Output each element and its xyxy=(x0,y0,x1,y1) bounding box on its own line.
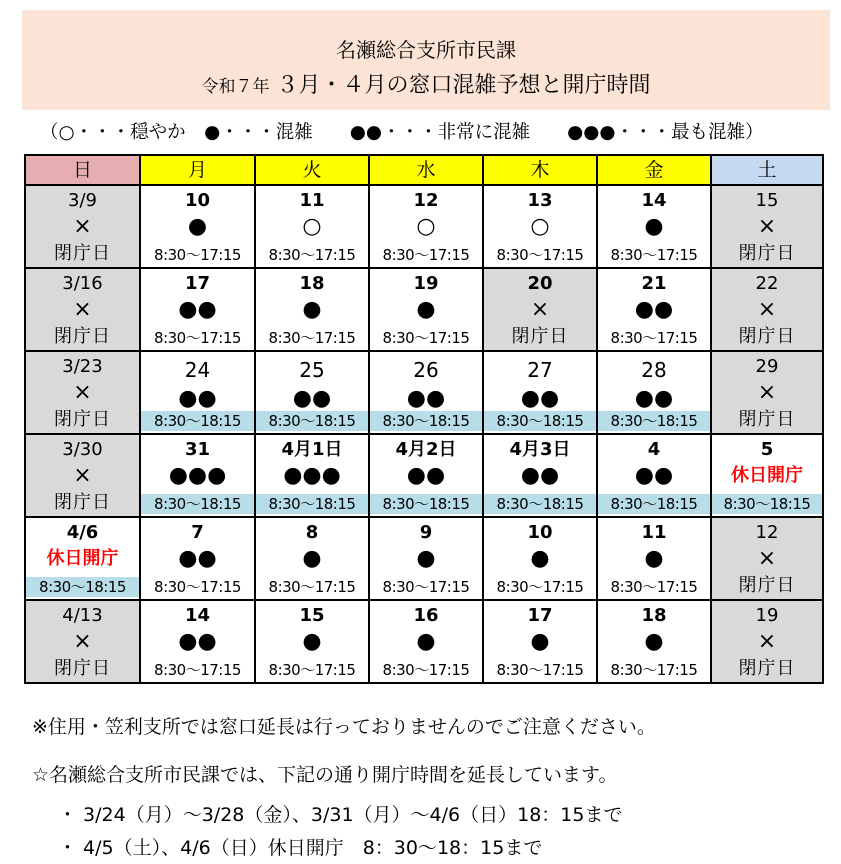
weekday-sun: 日 xyxy=(25,155,140,185)
calendar-day-cell xyxy=(711,268,823,351)
calendar-day-cell xyxy=(369,434,483,517)
closed-mark: × xyxy=(73,380,92,405)
congestion-mark: ●● xyxy=(634,386,674,411)
office-hours: 8:30〜18:15 xyxy=(370,411,482,431)
day-date: 3/9 xyxy=(68,190,97,211)
day-date: 17 xyxy=(527,605,553,626)
day-date: 3/30 xyxy=(62,439,103,460)
holiday-open-label: 休日開庁 xyxy=(731,465,803,486)
congestion-mark: ● xyxy=(644,629,664,654)
closed-day-label: 閉庁日 xyxy=(738,243,796,264)
congestion-mark: ● xyxy=(530,546,550,571)
calendar-table xyxy=(24,154,824,684)
closed-day-label: 閉庁日 xyxy=(54,492,111,513)
office-hours: 8:30〜17:15 xyxy=(496,578,584,596)
calendar-day-cell xyxy=(140,351,255,434)
congestion-mark: ● xyxy=(302,629,322,654)
office-hours: 8:30〜17:15 xyxy=(154,246,241,264)
office-hours: 8:30〜18:15 xyxy=(598,411,710,431)
calendar-week-row xyxy=(25,434,823,517)
office-hours: 8:30〜17:15 xyxy=(382,246,470,264)
day-date: 4月1日 xyxy=(281,439,343,460)
closed-day-label: 閉庁日 xyxy=(511,326,569,347)
closed-day-label: 閉庁日 xyxy=(738,658,796,679)
weekday-thu: 木 xyxy=(483,155,597,185)
holiday-open-label: 休日開庁 xyxy=(46,548,119,569)
closed-mark: × xyxy=(757,297,777,322)
office-hours: 8:30〜18:15 xyxy=(141,494,254,514)
closed-mark: × xyxy=(757,546,777,571)
closed-day-label: 閉庁日 xyxy=(54,326,111,347)
calendar-day-cell xyxy=(597,600,711,683)
closed-day-label: 閉庁日 xyxy=(738,409,796,430)
office-hours: 8:30〜18:15 xyxy=(598,494,710,514)
day-date: 18 xyxy=(299,273,325,294)
weekday-header-row xyxy=(25,155,823,185)
congestion-mark: ●● xyxy=(520,386,560,411)
congestion-mark: ●● xyxy=(634,297,674,322)
day-date: 21 xyxy=(641,273,667,294)
congestion-mark: ● xyxy=(187,214,208,239)
day-date: 11 xyxy=(299,190,325,211)
congestion-mark: ● xyxy=(416,297,436,322)
congestion-mark: ●● xyxy=(406,386,446,411)
closed-day-label: 閉庁日 xyxy=(54,658,111,679)
weekday-fri: 金 xyxy=(597,155,711,185)
congestion-mark: ○ xyxy=(416,214,436,239)
weekday-sat: 土 xyxy=(711,155,823,185)
calendar-day-cell xyxy=(255,185,369,268)
calendar-day-cell xyxy=(711,517,823,600)
weekday-mon: 月 xyxy=(140,155,255,185)
office-hours: 8:30〜17:15 xyxy=(382,661,470,679)
day-date: 4月3日 xyxy=(509,439,571,460)
day-date: 22 xyxy=(755,273,779,294)
note-no-extension: ※住用・笠利支所では窓口延長は行っておりませんのでご注意ください。 xyxy=(32,716,656,738)
office-hours: 8:30〜17:15 xyxy=(382,329,470,347)
calendar-day-cell xyxy=(255,268,369,351)
congestion-mark: ● xyxy=(416,629,436,654)
office-hours: 8:30〜17:15 xyxy=(382,578,470,596)
calendar-day-cell xyxy=(25,185,140,268)
day-date: 24 xyxy=(184,358,211,382)
calendar-week-row xyxy=(25,600,823,683)
closed-mark: × xyxy=(757,380,777,405)
congestion-mark: ●● xyxy=(634,463,674,488)
closed-day-label: 閉庁日 xyxy=(54,409,111,430)
calendar-day-cell xyxy=(369,351,483,434)
era-year: 令和７年 xyxy=(201,77,270,97)
calendar-day-cell xyxy=(255,434,369,517)
note-extension: ☆名瀬総合支所市民課では、下記の通り開庁時間を延長しています。 xyxy=(32,764,618,786)
calendar-day-cell xyxy=(25,351,140,434)
calendar-day-cell xyxy=(597,268,711,351)
congestion-mark: ● xyxy=(416,546,436,571)
calendar-day-cell xyxy=(483,268,597,351)
day-date: 3/23 xyxy=(62,356,103,377)
calendar-day-cell xyxy=(483,351,597,434)
congestion-mark: ●●● xyxy=(168,463,227,488)
congestion-mark: ● xyxy=(644,214,664,239)
calendar-day-cell xyxy=(369,268,483,351)
office-hours: 8:30〜17:15 xyxy=(268,246,356,264)
day-date: 7 xyxy=(191,522,204,543)
calendar-day-cell xyxy=(140,517,255,600)
office-hours: 8:30〜17:15 xyxy=(268,578,356,596)
calendar-day-cell xyxy=(711,351,823,434)
calendar-day-cell xyxy=(255,600,369,683)
calendar-day-cell xyxy=(483,185,597,268)
office-title: 名瀬総合支所市民課 xyxy=(336,38,516,62)
closed-mark: × xyxy=(73,297,92,322)
office-hours: 8:30〜17:15 xyxy=(496,661,584,679)
day-date: 4月2日 xyxy=(395,439,457,460)
day-date: 12 xyxy=(755,522,779,543)
day-date: 17 xyxy=(184,273,211,294)
office-hours: 8:30〜18:15 xyxy=(256,411,368,431)
congestion-legend: （○・・・穏やか ●・・・混雑 ●●・・・非常に混雑 ●●●・・・最も混雑） xyxy=(40,122,764,143)
congestion-mark: ● xyxy=(530,629,550,654)
day-date: 18 xyxy=(641,605,667,626)
calendar-day-cell xyxy=(369,517,483,600)
closed-mark: × xyxy=(757,214,777,239)
calendar-day-cell xyxy=(483,517,597,600)
congestion-mark: ○ xyxy=(530,214,550,239)
calendar-day-cell xyxy=(483,434,597,517)
calendar-day-cell xyxy=(711,185,823,268)
closed-day-label: 閉庁日 xyxy=(738,326,796,347)
office-hours: 8:30〜18:15 xyxy=(484,494,596,514)
extension-bullet-2: ・ 4/5（土）、4/6（日）休日開庁 8：30〜18：15まで xyxy=(58,837,543,859)
day-date: 14 xyxy=(641,190,667,211)
calendar-day-cell xyxy=(255,517,369,600)
congestion-mark: ● xyxy=(302,297,322,322)
closed-day-label: 閉庁日 xyxy=(738,575,796,596)
calendar-week-row xyxy=(25,185,823,268)
page-title xyxy=(22,68,830,99)
congestion-mark: ●●● xyxy=(283,463,341,488)
calendar-day-cell xyxy=(483,600,597,683)
office-hours: 8:30〜17:15 xyxy=(610,578,698,596)
day-date: 20 xyxy=(527,273,553,294)
calendar-day-cell xyxy=(597,185,711,268)
office-hours: 8:30〜18:15 xyxy=(712,494,822,514)
office-hours: 8:30〜17:15 xyxy=(496,246,584,264)
calendar-week-row xyxy=(25,517,823,600)
office-hours: 8:30〜18:15 xyxy=(484,411,596,431)
day-date: 14 xyxy=(184,605,211,626)
day-date: 4 xyxy=(647,439,661,460)
day-date: 27 xyxy=(527,358,553,382)
calendar-day-cell xyxy=(25,268,140,351)
office-hours: 8:30〜17:15 xyxy=(268,329,356,347)
congestion-mark: ●● xyxy=(178,386,217,411)
calendar-day-cell xyxy=(140,268,255,351)
calendar-day-cell xyxy=(597,517,711,600)
day-date: 26 xyxy=(413,358,439,382)
calendar-day-cell xyxy=(597,351,711,434)
closed-mark: × xyxy=(73,463,92,488)
day-date: 19 xyxy=(413,273,439,294)
calendar-day-cell xyxy=(140,600,255,683)
calendar-day-cell xyxy=(597,434,711,517)
calendar-day-cell xyxy=(25,600,140,683)
day-date: 15 xyxy=(299,605,325,626)
day-date: 19 xyxy=(755,605,779,626)
day-date: 5 xyxy=(760,439,774,460)
congestion-mark: ●● xyxy=(178,297,217,322)
weekday-wed: 水 xyxy=(369,155,483,185)
office-hours: 8:30〜18:15 xyxy=(370,494,482,514)
congestion-mark: ●● xyxy=(520,463,560,488)
office-hours: 8:30〜18:15 xyxy=(256,494,368,514)
closed-mark: × xyxy=(757,629,777,654)
day-date: 4/13 xyxy=(62,605,103,626)
congestion-mark: ●● xyxy=(292,386,332,411)
calendar-week-row xyxy=(25,268,823,351)
calendar-day-cell xyxy=(369,185,483,268)
weekday-tue: 火 xyxy=(255,155,369,185)
title-main: ３月・４月の窓口混雑予想と開庁時間 xyxy=(269,73,651,98)
office-hours: 8:30〜17:15 xyxy=(610,329,698,347)
day-date: 12 xyxy=(413,190,439,211)
day-date: 15 xyxy=(755,190,779,211)
day-date: 29 xyxy=(755,356,779,377)
congestion-mark: ● xyxy=(644,546,664,571)
page-header xyxy=(22,10,830,110)
office-hours: 8:30〜17:15 xyxy=(268,661,356,679)
office-hours: 8:30〜18:15 xyxy=(141,411,254,431)
day-date: 16 xyxy=(413,605,439,626)
office-hours: 8:30〜18:15 xyxy=(26,577,139,597)
day-date: 11 xyxy=(641,522,667,543)
office-hours: 8:30〜17:15 xyxy=(154,329,241,347)
closed-mark: × xyxy=(73,629,92,654)
day-date: 10 xyxy=(184,190,211,211)
office-hours: 8:30〜17:15 xyxy=(610,661,698,679)
congestion-mark: ● xyxy=(302,546,322,571)
congestion-mark: ●● xyxy=(178,546,217,571)
calendar-day-cell xyxy=(711,434,823,517)
closed-mark: × xyxy=(530,297,550,322)
calendar-day-cell xyxy=(711,600,823,683)
office-hours: 8:30〜17:15 xyxy=(154,578,241,596)
day-date: 25 xyxy=(299,358,325,382)
calendar-week-row xyxy=(25,351,823,434)
day-date: 28 xyxy=(641,358,667,382)
calendar-day-cell xyxy=(25,434,140,517)
day-date: 4/6 xyxy=(66,522,99,543)
calendar-day-cell xyxy=(140,434,255,517)
day-date: 9 xyxy=(419,522,433,543)
closed-day-label: 閉庁日 xyxy=(54,243,111,264)
day-date: 10 xyxy=(527,522,553,543)
calendar-day-cell xyxy=(369,600,483,683)
closed-mark: × xyxy=(73,214,92,239)
day-date: 13 xyxy=(527,190,553,211)
day-date: 31 xyxy=(184,439,211,460)
extension-bullet-1: ・ 3/24（月）〜3/28（金）、3/31（月）〜4/6（日）18：15まで xyxy=(58,804,623,826)
calendar-day-cell xyxy=(25,517,140,600)
calendar-day-cell xyxy=(140,185,255,268)
office-hours: 8:30〜17:15 xyxy=(154,661,241,679)
calendar-day-cell xyxy=(255,351,369,434)
congestion-mark: ○ xyxy=(302,214,322,239)
office-hours: 8:30〜17:15 xyxy=(610,246,698,264)
day-date: 8 xyxy=(305,522,319,543)
congestion-mark: ●● xyxy=(406,463,446,488)
congestion-mark: ●● xyxy=(178,629,217,654)
day-date: 3/16 xyxy=(62,273,103,294)
